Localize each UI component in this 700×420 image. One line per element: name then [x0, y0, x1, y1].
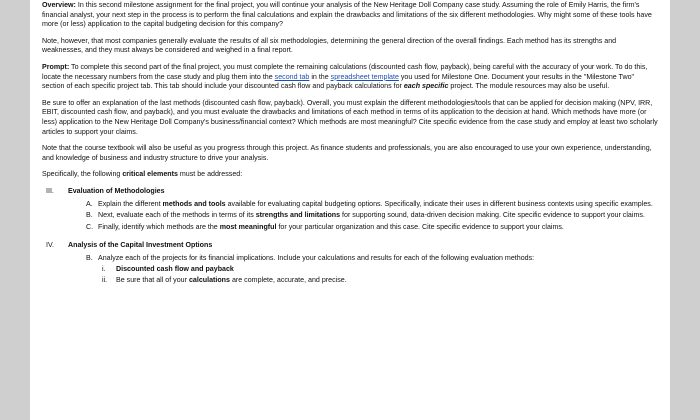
item-letter: B.: [86, 253, 93, 262]
prompt-italic: each specific: [403, 82, 449, 91]
section-title: Evaluation of Methodologies: [68, 186, 165, 195]
list-item: [86, 223, 658, 233]
item-letter: A.: [86, 199, 93, 208]
list-item: [86, 211, 658, 221]
document-page: [30, 0, 670, 420]
section-number: IV.: [46, 241, 55, 250]
prompt-label: Prompt:: [42, 62, 70, 71]
list-item: [86, 254, 658, 264]
sub-list-item: [102, 265, 658, 275]
left-margin: [0, 0, 30, 420]
item-letter: C.: [86, 222, 94, 231]
sub-item-number: i.: [102, 265, 106, 274]
sub-item-text: Discounted cash flow and payback: [116, 265, 234, 274]
section-heading-3: [42, 187, 658, 197]
section-heading-4: [42, 241, 658, 251]
prompt-text-c: you used for Milestone One. Document your results in the "Milestone Two" section of each specific project tab. This tab should include your discounted cash flow and payback calculations for: [42, 72, 635, 91]
item-text: Finally, identify which methods are the most meaningful for your particular organization and this case. Cite specific evidence to support your claims.: [98, 222, 564, 231]
sub-list-item: [102, 276, 658, 286]
prompt-text-a: To complete this second part of the final project, you must complete the remaining calculations (discounted cash flow, payback), being careful with the accuracy of your work. To do this, locate the necessary numbers from the case study and plug them into the: [42, 62, 648, 81]
item-text: Explain the different methods and tools available for evaluating capital budgeting options. Specifically, indicate their uses in different business contexts using specific examples.: [98, 199, 653, 208]
section-number: III.: [46, 186, 54, 195]
second-tab-link[interactable]: second tab: [274, 72, 310, 81]
overview-label: Overview:: [42, 1, 76, 9]
note-paragraph: Note, however, that most companies generally evaluate the results of all six methodologies, determining the general direction of the overall findings. Each method has its strengths and weaknesses, and they must always be considered and weighed in a final report.: [42, 36, 617, 55]
list-item: [86, 200, 658, 210]
intro-text-b: must be addressed:: [177, 170, 243, 179]
critical-elements-intro: [42, 170, 658, 180]
sub-item-number: ii.: [102, 276, 108, 285]
explanation-paragraph: Be sure to offer an explanation of the last methods (discounted cash flow, payback). Overall, you must explain the different methodologies/tools that can be applied for decision making (NPV, IRR, EBIT, discounted cash flow, and payback), and you must evaluate the drawbacks and limitations of each method in terms of its application to the decision at hand. Which methods have more (or less) application to the New Heritage Doll Company's business/financial context? Which methods are most meaningful? Cite specific evidence from the case study and employ at least two scholarly articles to support your claims.: [42, 98, 658, 136]
item-text: Analyze each of the projects for its financial implications. Include your calculations and results for each of the following evaluation methods:: [98, 253, 535, 262]
intro-text-a: Specifically, the following: [42, 170, 123, 179]
right-margin: [670, 0, 700, 420]
critical-elements-bold: critical elements: [122, 170, 178, 179]
section-title: Analysis of the Capital Investment Options: [68, 241, 213, 250]
sub-item-text: Be sure that all of your calculations are complete, accurate, and precise.: [116, 276, 347, 285]
overview-paragraph: [42, 1, 658, 30]
item-text: Next, evaluate each of the methods in terms of its strengths and limitations for supporting sound, data-driven decision making. Cite specific evidence to support your claims.: [98, 211, 645, 220]
prompt-paragraph: [42, 63, 658, 92]
spreadsheet-template-link[interactable]: spreadsheet template: [330, 72, 399, 81]
overview-text: In this second milestone assignment for the final project, you will continue your analysis of the New Heritage Doll Company case study. Assuming the role of Emily Harris, the firm's financial analyst, your next step in the process is to perform the final calculations and explain the drawbacks and limitations of the six different methodologies. Why might some of these tools have more (or less) application to the capital budgeting decision for this company?: [42, 1, 652, 29]
item-letter: B.: [86, 211, 93, 220]
prompt-text-b: in the: [309, 72, 331, 81]
textbook-paragraph: Note that the course textbook will also be useful as you progress through this project. As finance students and professionals, you are also encouraged to use your own experience, understanding, and knowledge of business and industry structure to drive your analysis.: [42, 144, 652, 162]
prompt-text-d: project. The module resources may also be useful.: [448, 82, 610, 91]
